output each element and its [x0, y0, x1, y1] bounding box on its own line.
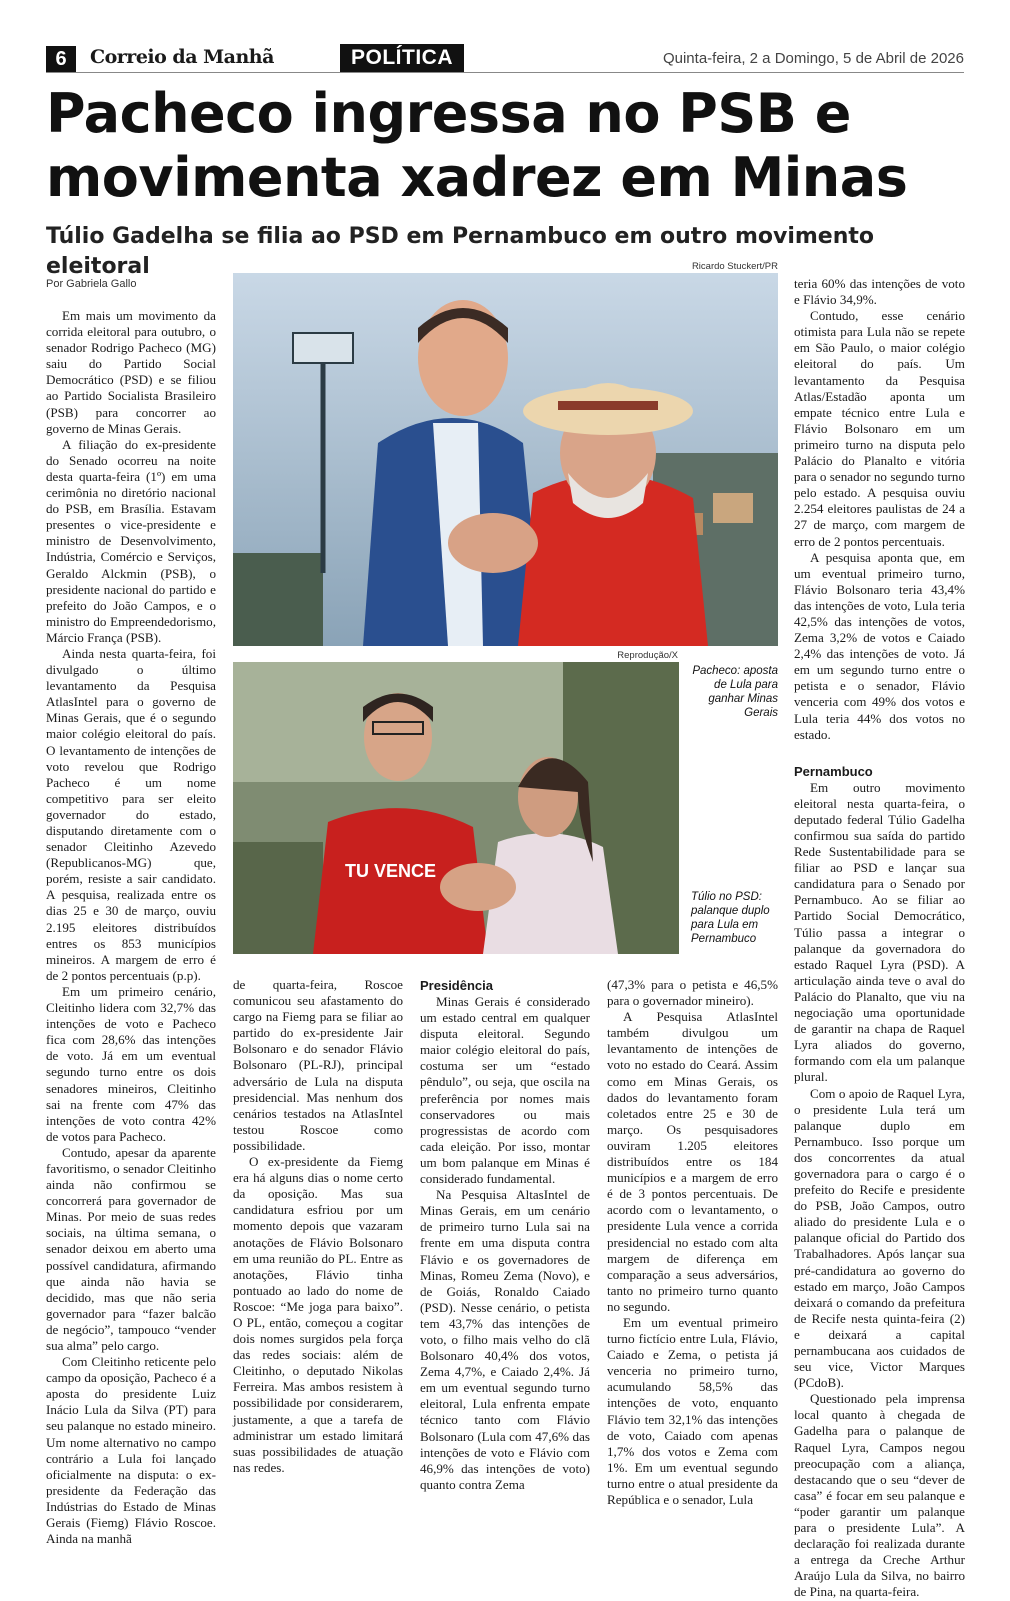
paragraph: Com o apoio de Raquel Lyra, o presidente Lula terá um palanque duplo em Pernambuco. Isso porque um dos concorrentes da atual governadora para o cargo é o prefeito do Recife e presidente do PSB, João Campos, outro aliado do presidente Lula e o palanque oficial do Partido dos Trabalhadores. Após lançar sua pré-candidatura ao governo do estado em março, João Campos deixará o comando da prefeitura de Recife nesta quinta-feira (2) e deixará a capital pernambucana aos cuidados de seu vice, Victor Marques (PCdoB). [794, 1085, 965, 1391]
header-rule [46, 72, 964, 73]
paragraph: Contudo, apesar da aparente favoritismo, o senador Cleitinho ainda não confirmou se concorrerá para governador de Minas. Por meio de suas redes sociais, na última semana, o senador deixou em aberto uma possível candidatura, afirmando que ainda não havia se decidido, mas que não seria governador para “fazer balcão de negócio”, tampouco “vender sua alma” pelo cargo. [46, 1144, 216, 1353]
paragraph: teria 60% das intenções de voto e Flávio 34,9%. [794, 276, 965, 308]
shirt-text: TU VENCE [345, 861, 437, 881]
article-column-1 [46, 308, 216, 1547]
paragraph: (47,3% para o petista e 46,5% para o governador mineiro). [607, 977, 778, 1009]
paragraph: A Pesquisa AtlasIntel também divulgou um levantamento de intenções de voto no estado do Ceará. Assim como em Minas Gerais, os dados do levantamento foram coletados entre 25 e 30 de março. Os pesquisadores ouviram 1.205 eleitores distribuídos entre os 184 municípios e a margem de erro é de 3 pontos percentuais. De acordo com o levantamento, o presidente Lula vence a corrida presidencial no estado com alta margem de diferença em comparação a seus adversários, tanto no primeiro turno quanto no segundo. [607, 1009, 778, 1314]
section-heading-pernambuco: Pernambuco [794, 763, 873, 779]
paragraph: Com Cleitinho reticente pelo campo da oposição, Pacheco é a aposta do presidente Luiz Inácio Lula da Silva (PT) para seu palanque no estado mineiro. Um nome alternativo no campo contrário a Lula foi lançado oficialmente na disputa: o ex-presidente da Federação das Indústrias do Estado de Minas Gerais (Fiemg) Flávio Roscoe. Ainda na manhã [46, 1354, 216, 1547]
paragraph: Ainda nesta quarta-feira, foi divulgado o último levantamento da Pesquisa AtlasIntel para o governo de Minas Gerais, que é o segundo maior colégio eleitoral do país. O levantamento de intenções de voto revelou que Rodrigo Pacheco é um nome competitivo para ser eleito governador do estado, disputando diretamente com o senador Cleitinho Azevedo (Republicanos-MG) que, porém, resiste a sair candidato. A pesquisa, realizada entre os dias 25 e 30 de março, ouviu 2.195 eleitores distribuídos entres os 853 municípios mineiros. A margem de erro é de 2 pontos percentuais (p.p). [46, 645, 216, 983]
paragraph: A pesquisa aponta que, em um eventual primeiro turno, Flávio Bolsonaro teria 43,4% das intenções de voto, Lula teria 42,5% das intenções de votos, Zema 3,2% de votos e Caiado 2,4% das intenções de voto. Já em um segundo turno entre o petista e o senador, Flávio venceria com 49% dos votos e Lula teria 44% dos votos no estado. [794, 549, 965, 742]
paragraph: Em um primeiro cenário, Cleitinho lidera com 32,7% das intenções de voto e Pacheco fica com 28,6% das intenções de voto. Já em um eventual segundo turno entre os dois senadores mineiros, Cleitinho sai na frente com 47% das intenções de voto contra 42% de votos para Pacheco. [46, 983, 216, 1144]
section-heading-presidencia: Presidência [420, 978, 493, 993]
article-column-5 [794, 276, 965, 1601]
paragraph: Em outro movimento eleitoral nesta quarta-feira, o deputado federal Túlio Gadelha confirmou sua saída do partido Rede Sustentabilidade para se filiar ao PSD e lançar sua candidatura para o Senado por Pernambuco. Ao se filiar ao Partido Social Democrático, Túlio passa a integrar o palanque da governadora do estado Raquel Lyra (PSD). A articulação ainda teve o aval do Palácio do Planalto, que viu na negociação uma oportunidade de garantir na chapa de Raquel Lyra aliados do governo, formando com ela um palanque plural. [794, 779, 965, 1085]
byline: Por Gabriela Gallo [46, 278, 137, 290]
photo-pacheco-lula [233, 273, 778, 646]
article-column-4 [607, 977, 778, 1508]
paragraph: O ex-presidente da Fiemg era há alguns dias o nome certo da oposição. Mas sua candidatura esfriou por um momento depois que vazaram anotações de Flávio Bolsonaro em uma reunião do PL. Entre as anotações, Flávio tinha pontuado ao lado do nome de Roscoe: “Me joga para baixo”. O PL, então, começou a cogitar dois nomes surgidos pela força das redes sociais: além de Cleitinho, o deputado Nikolas Ferreira. Mas ambos resistem à possibilidade por considerarem, justamente, a que a tarefa de administrar um estado limitará suas possibilidades de atuação nas redes. [233, 1154, 403, 1475]
paragraph: Minas Gerais é considerado um estado central em qualquer disputa eleitoral. Segundo maior colégio eleitoral do país, costuma ser um “estado pêndulo”, ou seja, que oscila na preferência por nomes mais conservadores ou mais progressistas de acordo com cada eleição. Por isso, montar um bom palanque em Minas é considerado fundamental. [420, 994, 590, 1187]
photo-illustration [233, 273, 778, 646]
page-number: 6 [46, 46, 76, 72]
subheadline: Túlio Gadelha se filia ao PSD em Pernambuco em outro movimento eleitoral [46, 224, 874, 279]
paragraph: Na Pesquisa AltasIntel de Minas Gerais, em um cenário de primeiro turno Lula sai na frente em uma disputa contra Flávio e os governadores de Minas, Romeu Zema (Novo), e de Goiás, Ronaldo Caiado (PSD). Nesse cenário, o petista tem 43,7% das intenções de voto, o filho mais velho do clã Bolsonaro 40,4% dos votos, Zema 4,7%, e Caiado 2,4%. Já em um eventual segundo turno eleitoral, Lula enfrenta empate técnico tanto com Flávio Bolsonaro (Lula com 47,6% das intenções de voto e Flávio com 46,9% das intenções de voto) quanto contra Zema [420, 1187, 590, 1492]
photo-caption-top: Pacheco: aposta de Lula para ganhar Minas Gerais [692, 665, 778, 719]
headline: Pacheco ingressa no PSB e movimenta xadrez em Minas [46, 82, 908, 209]
issue-date: Quinta-feira, 2 a Domingo, 5 de Abril de 2026 [662, 50, 964, 67]
paragraph: Em mais um movimento da corrida eleitoral para outubro, o senador Rodrigo Pacheco (MG) saiu do Partido Social Democrático (PSD) e se filiou ao Partido Socialista Brasileiro (PSB) para concorrer ao governo de Minas Gerais. [46, 308, 216, 436]
page-header [46, 44, 964, 72]
paragraph: de quarta-feira, Roscoe comunicou seu afastamento do cargo na Fiemg para se filiar ao partido do ex-presidente Jair Bolsonaro e do senador Flávio Bolsonaro (PL-RJ), principal adversário de Lula na disputa presidencial. Mas nenhum dos cenários testados na AtlasIntel testou Roscoe como possibilidade. [233, 977, 403, 1153]
photo-credit-top: Ricardo Stuckert/PR [691, 261, 778, 272]
paragraph: A filiação do ex-presidente do Senado ocorreu na noite desta quarta-feira (1º) em uma cerimônia no diretório nacional do PSB, em Brasília. Estavam presentes o vice-presidente e ministro de Desenvolvimento, Indústria, Comércio e Serviços, Geraldo Alckmin (PSB), o presidente nacional do partido e prefeito do João Campos, e o ministro do Empreendedorismo, Márcio França (PSB). [46, 436, 216, 645]
section-label: POLÍTICA [340, 44, 464, 72]
paragraph: Contudo, esse cenário otimista para Lula não se repete em São Paulo, o maior colégio eleitoral do país. Um levantamento da Pesquisa Atlas/Estadão aponta um empate técnico entre Lula e Flávio Bolsonaro em um primeiro turno na disputa pelo Palácio do Planalto e vitória para o senador no segundo turno pelo estado. A pesquisa ouviu 2.254 eleitores paulistas de 24 a 27 de março, com margem de erro de 2 pontos percentuais. [794, 308, 965, 549]
photo-caption-bottom: Túlio no PSD: palanque duplo para Lula em Pernambuco [691, 891, 770, 945]
photo-illustration [233, 662, 679, 954]
photo-tulio-raquel [233, 662, 679, 954]
newspaper-logo: Correio da Manhã [90, 46, 274, 68]
photo-credit-bottom: Reprodução/X [617, 650, 678, 661]
paragraph: Em um eventual primeiro turno fictício entre Lula, Flávio, Caiado e Zema, o petista já venceria no primeiro turno, acumulando 58,5% das intenções de voto, enquanto Flávio tem 32,1% das intenções de voto, Caiado com apenas 1,7% dos votos e Zema com 1%. Em um eventual segundo turno entre o atual presidente da República e o senador, Lula [607, 1314, 778, 1507]
article-column-3 [420, 977, 590, 1493]
article-column-2 [233, 977, 403, 1476]
paragraph: Questionado pela imprensa local quanto à chegada de Gadelha para o palanque de Raquel Lyra, Campos negou preocupação com a aliança, destacando que o seu “dever de casa” é focar em seu palanque e “poder garantir um palanque para o presidente Lula”. A declaração foi realizada durante a entrega da Creche Arthur Araújo Lula da Silva, no bairro de Pina, na quarta-feira. [794, 1391, 965, 1600]
